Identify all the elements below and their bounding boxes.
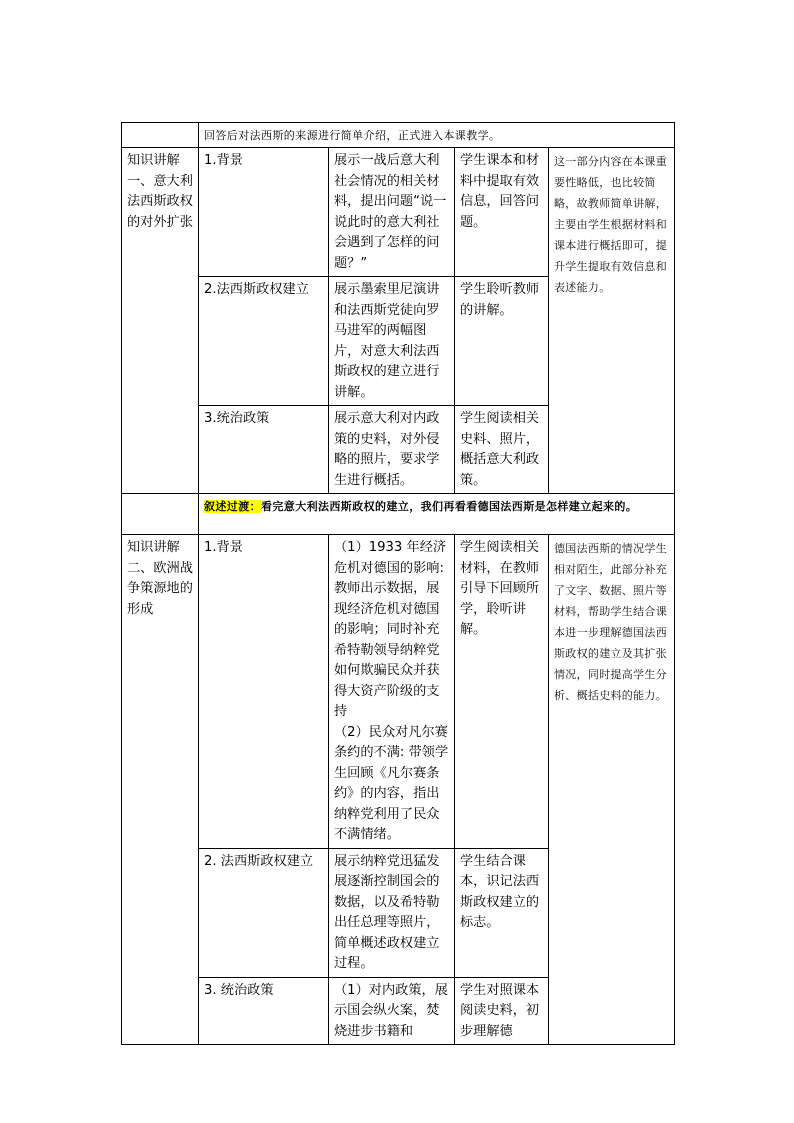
intro-row — [122, 123, 675, 148]
section2-teacher-policy: （1）对内政策，展示国会纵火案，焚烧进步书籍和 — [329, 977, 455, 1045]
section1-student-policy: 学生阅读相关史料、照片，概括意大利政策。 — [455, 406, 549, 494]
section2-student-establish: 学生结合课本，识记法西斯政权建立的标志。 — [455, 848, 549, 977]
section2-topic-background: 1.背景 — [199, 535, 329, 849]
transition-row — [122, 494, 675, 535]
section1-teacher-establish: 展示墨索里尼演讲和法西斯党徒向罗马进军的两幅图片，对意大利法西斯政权的建立进行讲解。 — [329, 277, 455, 406]
lesson-plan-table — [121, 122, 675, 1045]
section2-student-background: 学生阅读相关材料，在教师引导下回顾所学，聆听讲解。 — [455, 535, 549, 849]
section1-student-background: 学生课本和材料中提取有效信息，回答问题。 — [455, 148, 549, 277]
section1-teacher-background: 展示一战后意大利社会情况的相关材料，提出问题“说一说此时的意大利社会遇到了怎样的问题？” — [329, 148, 455, 277]
section1-topic-background: 1.背景 — [199, 148, 329, 277]
section1-teacher-policy: 展示意大利对内政策的史料，对外侵略的照片，要求学生进行概括。 — [329, 406, 455, 494]
section1-title: 知识讲解一、意大利法西斯政权的对外扩张 — [122, 148, 199, 494]
transition-empty-cell — [122, 494, 199, 535]
section1-topic-establish: 2.法西斯政权建立 — [199, 277, 329, 406]
section2-student-policy: 学生对照课本阅读史料，初步理解德 — [455, 977, 549, 1045]
section1-student-establish: 学生聆听教师的讲解。 — [455, 277, 549, 406]
transition-cell — [199, 494, 675, 535]
section2-row-background — [122, 535, 675, 849]
section2-design-note: 德国法西斯的情况学生相对陌生，此部分补充了文字、数据、照片等材料，帮助学生结合课本进一步理解德国法西斯政权的建立及其扩张情况，同时提高学生分析、概括史料的能力。 — [549, 535, 675, 1045]
section2-teacher-background — [329, 535, 455, 849]
section2-teacher-establish: 展示纳粹党迅猛发展逐渐控制国会的数据，以及希特勒出任总理等照片，简单概述政权建立过程。 — [329, 848, 455, 977]
transition-text: 看完意大利法西斯政权的建立，我们再看看德国法西斯是怎样建立起来的。 — [261, 500, 638, 513]
section2-teacher-background-p1: （1）1933 年经济危机对德国的影响: 教师出示数据，展现经济危机对德国的影响；同时补充希特勒领导纳粹党如何欺骗民众并获得大资产阶级的支持 — [334, 540, 447, 719]
section1-row-background — [122, 148, 675, 277]
section2-topic-establish: 2. 法西斯政权建立 — [199, 848, 329, 977]
intro-empty-cell — [122, 123, 199, 148]
section2-teacher-background-p2: （2）民众对凡尔赛条约的不满: 带领学生回顾《凡尔赛条约》的内容，指出纳粹党利用了民众不满情绪。 — [334, 724, 449, 842]
intro-text: 回答后对法西斯的来源进行简单介绍，正式进入本课教学。 — [199, 123, 675, 148]
section1-topic-policy: 3.统治政策 — [199, 406, 329, 494]
section2-title: 知识讲解二、欧洲战争策源地的形成 — [122, 535, 199, 1045]
transition-label: 叙述过渡： — [204, 500, 261, 513]
section2-topic-policy: 3. 统治政策 — [199, 977, 329, 1045]
section1-design-note: 这一部分内容在本课重要性略低，也比较简略，故教师简单讲解，主要由学生根据材料和课本进行概括即可，提升学生提取有效信息和表述能力。 — [549, 148, 675, 494]
